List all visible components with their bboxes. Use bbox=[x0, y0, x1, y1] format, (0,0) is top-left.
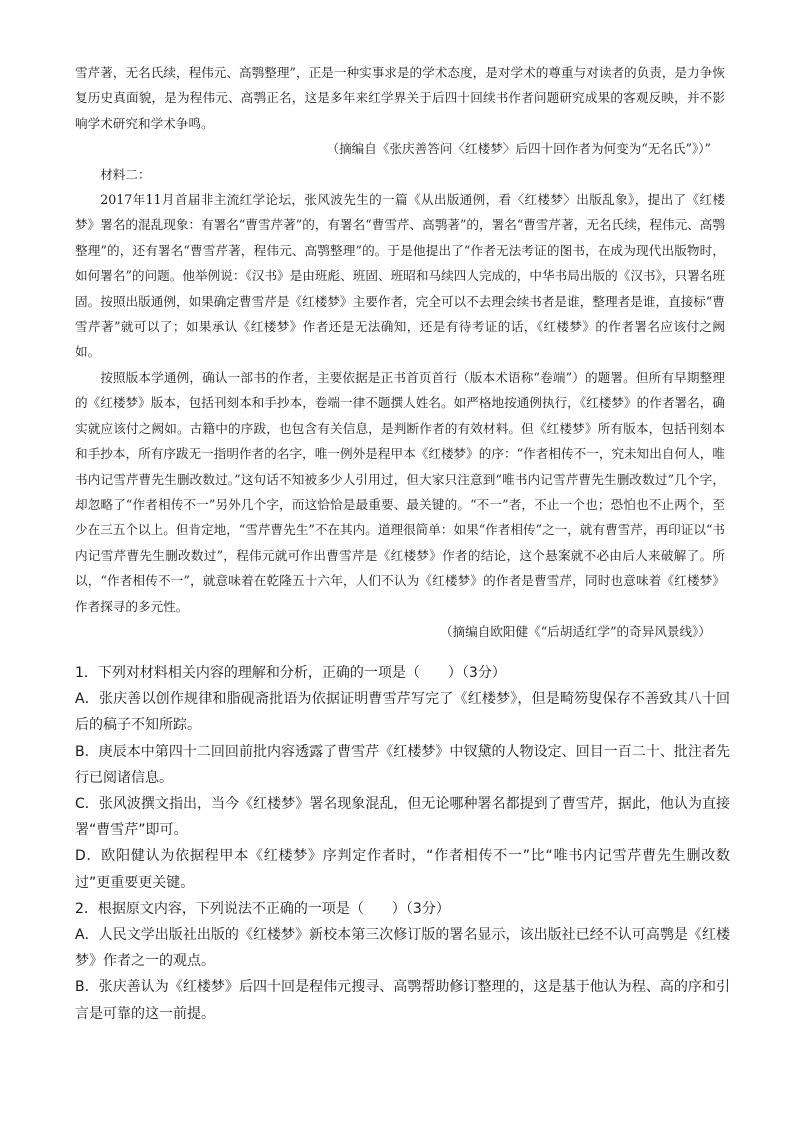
question-1-option-a: A．张庆善以创作规律和脂砚斋批语为依据证明曹雪芹写完了《红楼梦》，但是畸笏叟保存不善致其八十回后的稿子不知所踪。 bbox=[75, 691, 730, 734]
material-two-label: 材料二： bbox=[100, 166, 151, 182]
material-two-paragraph-1: 2017年11月首届非主流红学论坛，张风波先生的一篇《从出版通例，看〈红楼梦〉出版乱象》，提出了《红楼梦》署名的混乱现象：有署名“曹雪芹著”的，有署名“曹雪芹、高鹗著”的，署名“曹雪芹著，无名氏续，程伟元、高鹗整理”的，还有署名“曹雪芹著，程伟元、高鹗整理”的。于是他提出了“作者无法考证的图书，在成为现代出版物时，如何署名”的问题。他举例说：《汉书》是由班彪、班固、班昭和马续四人完成的，中华书局出版的《汉书》，只署名班固。按照出版通例，如果确定曹雪芹是《红楼梦》主要作者，完全可以不去理会续书者是谁，整理者是谁，直接标“曹雪芹著”就可以了；如果承认《红楼梦》作者还是无法确知，还是有待考证的话，《红楼梦》的作者署名应该付之阙如。 bbox=[75, 192, 725, 360]
material-two-paragraph-2: 按照版本学通例，确认一部书的作者，主要依据是正书首页首行（版本术语称“卷端”）的题署。但所有早期整理的《红楼梦》版本，包括刊刻本和手抄本，卷端一律不题撰人姓名。如严格地按通例执行，《红楼梦》的作者署名，确实就应该付之阙如。古籍中的序跋，也包含有关信息，是判断作者的有效材料。但《红楼梦》所有版本，包括刊刻本和手抄本，所有序跋无一指明作者的名字，唯一例外是程甲本《红楼梦》的序：“作者相传不一，究未知出自何人，唯书内记雪芹曹先生删改数过。”这句话不知被多少人引用过，但大家只注意到“唯书内记雪芹曹先生删改数过”几个字，却忽略了“作者相传不一”另外几个字，而这恰恰是最重要、最关键的。“不一”者，不止一个也；恐怕也不止两个，至少在三五个以上。但肯定地，“雪芹曹先生”不在其内。道理很简单：如果“作者相传”之一，就有曹雪芹，再印证以“书内记雪芹曹先生删改数过”，程伟元就可作出曹雪芹是《红楼梦》作者的结论，这个悬案就不必由后人来破解了。所以，“作者相传不一”，就意味着在乾隆五十六年，人们不认为《红楼梦》的作者是曹雪芹，同时也意味着《红楼梦》作者探寻的多元性。 bbox=[75, 369, 725, 614]
question-1-stem: 1．下列对材料相关内容的理解和分析，正确的一项是（ ）（3分） bbox=[75, 665, 506, 681]
question-2-stem: 2．根据原文内容，下列说法不正确的一项是（ ）（3分） bbox=[75, 900, 450, 917]
question-1-option-b: B．庚辰本中第四十二回回前批内容透露了曹雪芹《红楼梦》中钗黛的人物设定、回目一百二十、批注者先行已阅诸信息。 bbox=[75, 743, 730, 786]
question-1-option-c: C．张风波撰文指出，当今《红楼梦》署名现象混乱，但无论哪种署名都提到了曹雪芹，据此，他认为直接署“曹雪芹”即可。 bbox=[75, 796, 730, 839]
material-one-tail-paragraph: 雪芹著，无名氏续，程伟元、高鹗整理”，正是一种实事求是的学术态度，是对学术的尊重与对读者的负责，是力争恢复历史真面貌，是为程伟元、高鹗正名，这是多年来红学界关于后四十回续书作者问题研究成果的客观反映，并不影响学术研究和学术争鸣。 bbox=[75, 65, 725, 131]
question-2-option-a: A．人民文学出版社出版的《红楼梦》新校本第三次修订版的署名显示，该出版社已经不认可高鹗是《红楼梦》作者之一的观点。 bbox=[75, 927, 730, 970]
material-one-source: （摘编自《张庆善答问〈红楼梦〉后四十回作者为何变为“无名氏”》）” bbox=[326, 141, 711, 157]
question-section bbox=[75, 660, 730, 1027]
reading-material bbox=[75, 60, 725, 644]
material-two-source: （摘编自欧阳健《“后胡适红学”的奇异风景线》） bbox=[439, 623, 711, 639]
question-1-option-d: D．欧阳健认为依据程甲本《红楼梦》序判定作者时，“作者相传不一”比“唯书内记雪芹曹先生删改数过”更重要更关键。 bbox=[75, 848, 730, 891]
question-2-option-b: B．张庆善认为《红楼梦》后四十回是程伟元搜寻、高鹗帮助修订整理的，这是基于他认为程、高的序和引言是可靠的这一前提。 bbox=[75, 979, 730, 1022]
